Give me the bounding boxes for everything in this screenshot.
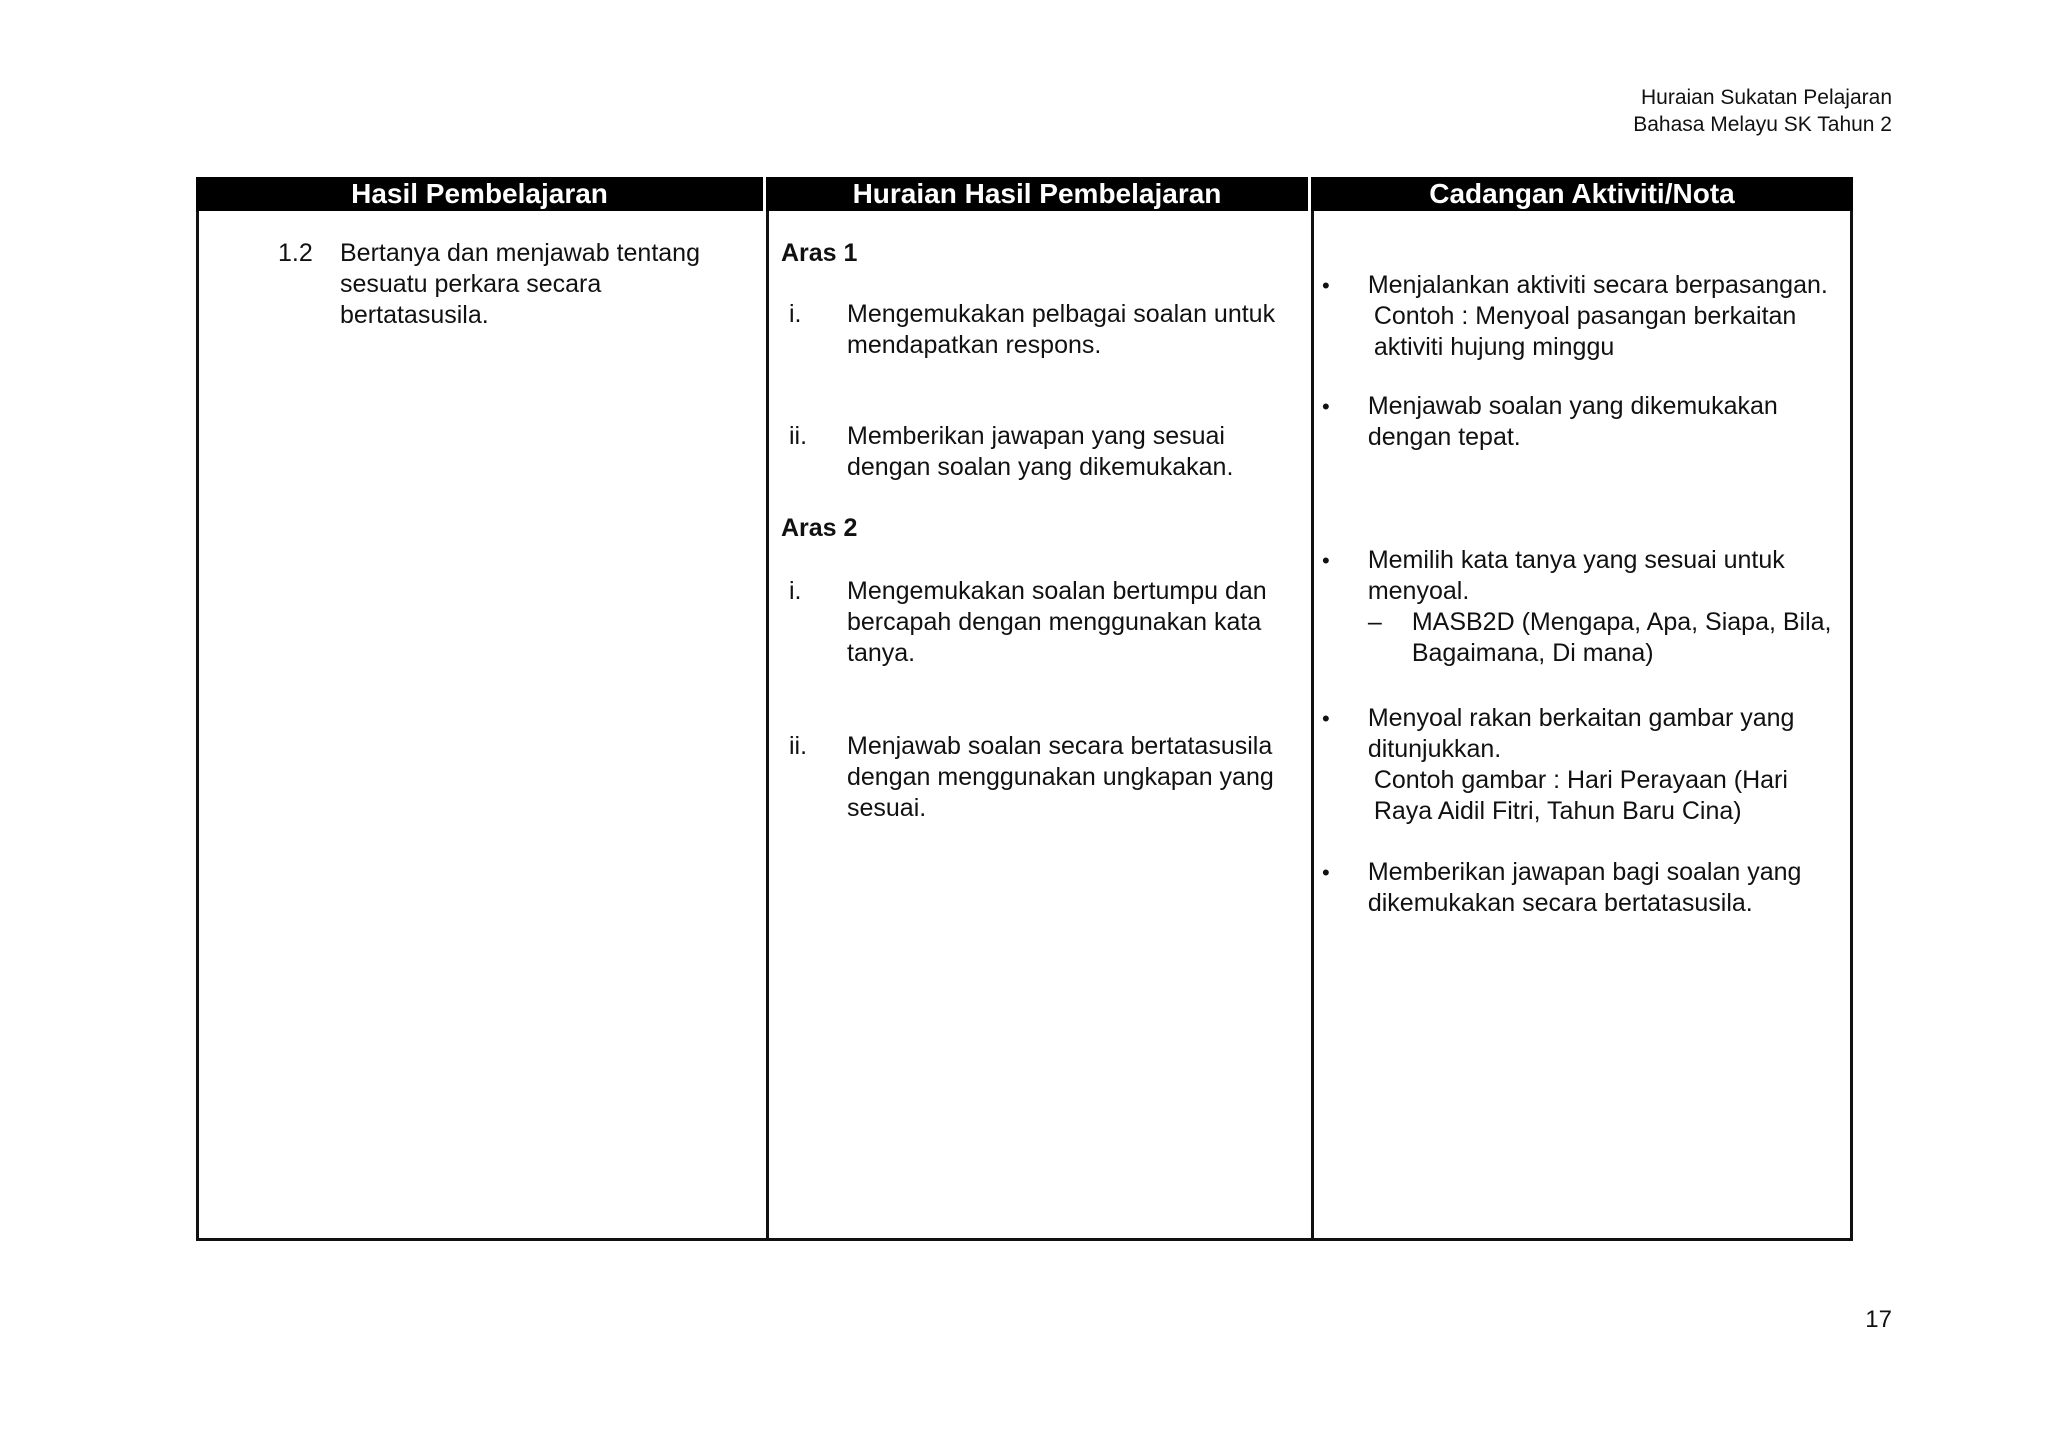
activity-text: Memilih kata tanya yang sesuai untuk menyoal. <box>1367 546 1785 605</box>
column-divider-1 <box>766 211 769 1238</box>
activity-example: Contoh : Menyoal pasangan berkaitan aktiviti hujung minggu <box>1373 302 1797 361</box>
column-header-huraian: Huraian Hasil Pembelajaran <box>766 177 1311 211</box>
activity-text: Menjalankan aktiviti secara berpasangan. <box>1367 271 1828 299</box>
bullet-icon: • <box>1322 706 1330 731</box>
level-2-title: Aras 2 <box>781 514 858 542</box>
bullet-icon: • <box>1322 394 1330 419</box>
activity-text: Memberikan jawapan bagi soalan yang dikemukakan secara bertatasusila. <box>1367 858 1802 917</box>
activity-example: Contoh gambar : Hari Perayaan (Hari Raya Aidil Fitri, Tahun Baru Cina) <box>1373 766 1788 825</box>
item-text: Menjawab soalan secara bertatasusila dengan menggunakan ungkapan yang sesuai. <box>847 732 1274 822</box>
bullet-icon: • <box>1322 273 1330 298</box>
column-divider-2 <box>1311 211 1314 1238</box>
activities-cell <box>1316 270 1841 919</box>
item-numeral: i. <box>789 300 802 328</box>
bullet-icon: • <box>1322 860 1330 885</box>
running-header <box>1633 84 1892 138</box>
header-divider <box>199 211 1850 214</box>
item-text: Memberikan jawapan yang sesuai dengan soalan yang dikemukakan. <box>847 422 1234 481</box>
learning-outcome <box>278 238 748 331</box>
table-header-row <box>196 177 1853 211</box>
header-line-1: Huraian Sukatan Pelajaran <box>1641 86 1892 109</box>
level-2-item-1 <box>781 576 1301 669</box>
column-header-hasil: Hasil Pembelajaran <box>196 177 766 211</box>
learning-outcome-text: Bertanya dan menjawab tentang sesuatu perkara secara bertatasusila. <box>340 239 700 329</box>
item-numeral: ii. <box>789 422 808 450</box>
learning-outcome-number: 1.2 <box>278 239 313 267</box>
header-line-2: Bahasa Melayu SK Tahun 2 <box>1633 113 1892 136</box>
activity-item <box>1316 545 1841 669</box>
activity-item <box>1316 703 1841 827</box>
item-text: Mengemukakan pelbagai soalan untuk mendapatkan respons. <box>847 300 1276 359</box>
bullet-icon: • <box>1322 548 1330 573</box>
activity-item <box>1316 270 1841 363</box>
item-numeral: ii. <box>789 732 808 760</box>
page-number: 17 <box>1865 1306 1892 1333</box>
learning-outcome-cell <box>278 238 748 331</box>
column-header-cadangan: Cadangan Aktiviti/Nota <box>1429 178 1735 209</box>
level-1-item-2 <box>781 421 1301 483</box>
activity-item <box>1316 391 1841 453</box>
dash-icon: – <box>1367 608 1382 636</box>
activity-subnote-text: MASB2D (Mengapa, Apa, Siapa, Bila, Bagaimana, Di mana) <box>1411 608 1832 667</box>
level-1-title: Aras 1 <box>781 239 858 267</box>
level-2-item-2 <box>781 731 1301 824</box>
outcome-description-cell <box>781 238 1301 824</box>
item-text: Mengemukakan soalan bertumpu dan bercapah dengan menggunakan kata tanya. <box>847 577 1267 667</box>
activity-text: Menjawab soalan yang dikemukakan dengan tepat. <box>1367 392 1778 451</box>
item-numeral: i. <box>789 577 802 605</box>
level-1-item-1 <box>781 299 1301 361</box>
activity-item <box>1316 857 1841 919</box>
activity-subnote <box>1368 607 1841 669</box>
activity-text: Menyoal rakan berkaitan gambar yang ditunjukkan. <box>1367 704 1795 763</box>
